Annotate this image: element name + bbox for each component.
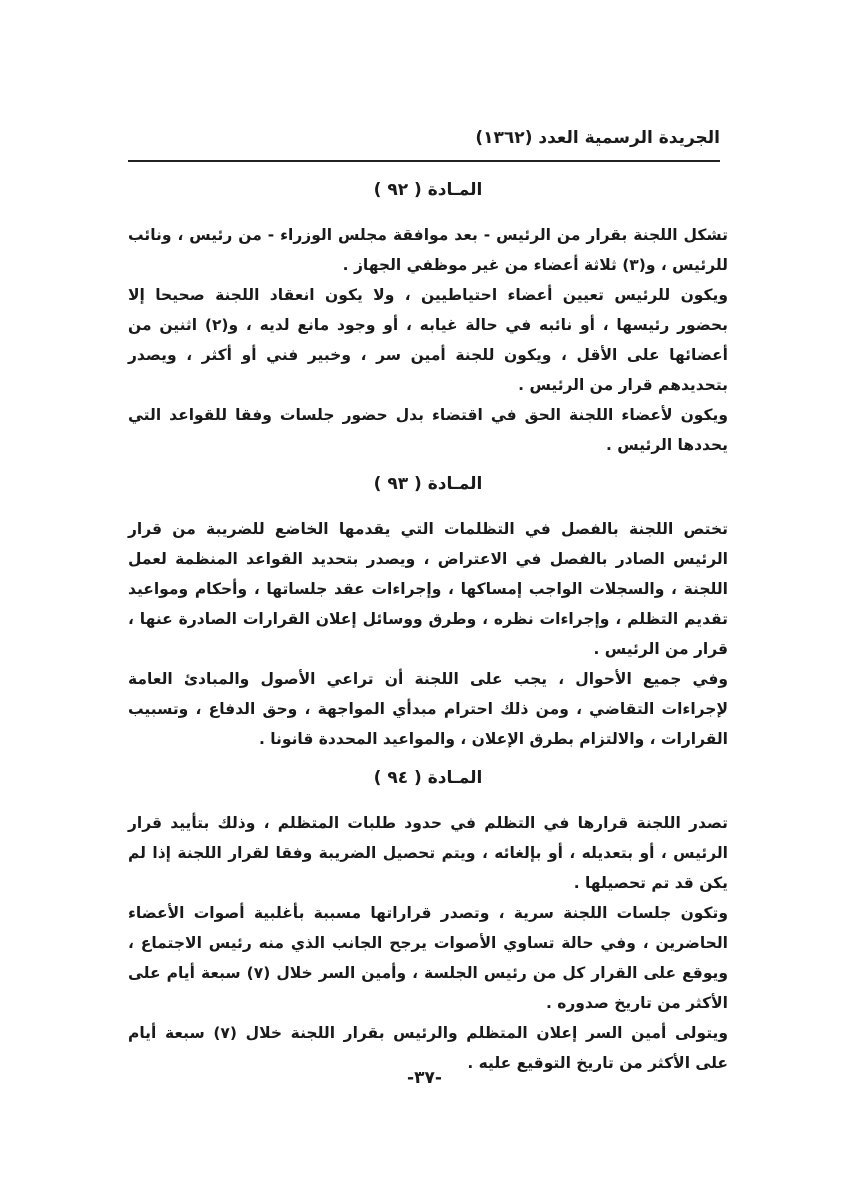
article-94-paragraph-3: ويتولى أمين السر إعلان المتظلم والرئيس بقرار اللجنة خلال (٧) سبعة أيام على الأكثر من تاريخ التوقيع عليه .: [128, 1024, 728, 1072]
spacer: [128, 504, 728, 514]
article-94-paragraph-2: وتكون جلسات اللجنة سرية ، وتصدر قراراتها مسببة بأغلبية أصوات الأعضاء الحاضرين ، وفي حالة تساوي الأصوات يرجح الجانب الذي منه رئيس الاجتماع ، ويوقع على القرار كل من رئيس الجلسة ، وأمين السر خلال (٧) سبعة أيام على الأكثر من تاريخ صدوره .: [128, 904, 728, 1012]
article-93-paragraph-2: وفي جميع الأحوال ، يجب على اللجنة أن تراعي الأصول والمبادئ العامة لإجراءات التقاضي ، ومن ذلك احترام مبدأي المواجهة ، وحق الدفاع ، وتسبيب القرارات ، والالتزام بطرق الإعلان ، والمواعيد المحددة قانونا .: [128, 670, 728, 748]
article-92-title: المـادة ( ٩٢ ): [373, 180, 483, 200]
article-94-title: المـادة ( ٩٤ ): [373, 768, 483, 788]
article-92-paragraph-2: ويكون للرئيس تعيين أعضاء احتياطيين ، ولا يكون انعقاد اللجنة صحيحا إلا بحضور رئيسها ، أو نائبه في حالة غيابه ، أو وجود مانع لديه ، و(٢) اثنين من أعضائها على الأقل ، ويكون للجنة أمين سر ، وخبير فني أو أكثر ، ويصدر بتحديدهم قرار من الرئيس .: [128, 286, 728, 394]
article-93-title: المـادة ( ٩٣ ): [373, 474, 483, 494]
page-content: [128, 170, 728, 1078]
article-92-paragraph-3: ويكون لأعضاء اللجنة الحق في اقتضاء بدل حضور جلسات وفقا للقواعد التي يحددها الرئيس .: [128, 406, 728, 454]
article-92-paragraph-1: تشكل اللجنة بقرار من الرئيس - بعد موافقة مجلس الوزراء - من رئيس ، ونائب للرئيس ، و(٣) ثلاثة أعضاء من غير موظفي الجهاز .: [128, 226, 728, 274]
spacer: [128, 798, 728, 808]
article-93-paragraph-1: تختص اللجنة بالفصل في التظلمات التي يقدمها الخاضع للضريبة من قرار الرئيس الصادر بالفصل في الاعتراض ، ويصدر بتحديد القواعد المنظمة لعمل اللجنة ، والسجلات الواجب إمساكها ، وإجراءات عقد جلساتها ، وأحكام ومواعيد تقديم التظلم ، وإجراءات نظره ، وطرق ووسائل إعلان القرارات الصادرة عنها ، قرار من الرئيس .: [128, 520, 728, 658]
page-number: -٣٧-: [407, 1068, 442, 1088]
header-divider: [128, 160, 720, 162]
gazette-header: الجريدة الرسمية العدد (١٣٦٢): [475, 128, 720, 148]
spacer: [128, 210, 728, 220]
article-94-paragraph-1: تصدر اللجنة قرارها في التظلم في حدود طلبات المتظلم ، وذلك بتأييد قرار الرئيس ، أو بتعديله ، أو بإلغائه ، ويتم تحصيل الضريبة وفقا لقرار اللجنة إذا لم يكن قد تم تحصيلها .: [128, 814, 728, 892]
